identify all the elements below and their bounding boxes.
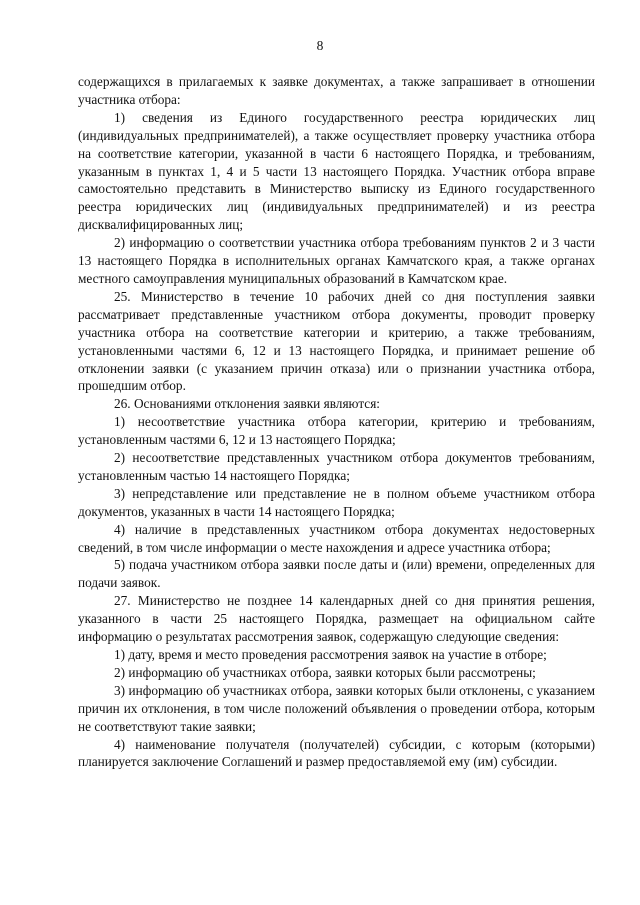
page-number: 8	[316, 38, 324, 53]
document-body	[78, 73, 595, 771]
paragraph-clause-27-item-1: 1) дату, время и место проведения рассмотрения заявок на участие в отборе;	[114, 647, 547, 662]
paragraph-clause-26-item-1: 1) несоответствие участника отбора категории, критерию и требованиям, установленным частями 6, 12 и 13 настоящего Порядка;	[78, 414, 595, 448]
paragraph-clause-27-item-3: 3) информацию об участниках отбора, заявки которых были отклонены, с указанием причин их отклонения, в том числе положений объявления о проведении отбора, которым не соответствуют такие заявки;	[78, 682, 595, 734]
paragraph-clause-27: 27. Министерство не позднее 14 календарных дней со дня принятия решения, указанного в части 25 настоящего Порядка, размещает на официальном сайте информацию о результатах рассмотрения заявок, содержащую следующие сведения:	[78, 593, 595, 645]
paragraph-clause-27-item-4: 4) наименование получателя (получателей) субсидии, с которым (которыми) планируется заключение Соглашений и размер предоставляемой ему (им) субсидии.	[78, 736, 595, 770]
paragraph-clause-26-item-3: 3) непредставление или представление не в полном объеме участником отбора документов, указанных в части 14 настоящего Порядка;	[78, 485, 595, 519]
paragraph-clause-26-item-2: 2) несоответствие представленных участником отбора документов требованиям, установленным частью 14 настоящего Порядка;	[78, 450, 595, 483]
paragraph-clause-26-item-5: 5) подача участником отбора заявки после даты и (или) времени, определенных для подачи заявок.	[78, 557, 595, 591]
paragraph-clause-25: 25. Министерство в течение 10 рабочих дней со дня поступления заявки рассматривает представленные участником отбора документы, проводит проверку участника отбора на соответствие категории и критерию, а также требованиям, установленными частями 6, 12 и 13 настоящего Порядка, и принимает решение об отклонении заявки (с указанием причин отказа) или о признании участника отбора, прошедшим отбор.	[78, 288, 595, 394]
paragraph-continuation: содержащихся в прилагаемых к заявке документах, а также запрашивает в отношении участника отбора:	[78, 74, 595, 107]
paragraph-clause-27-item-2: 2) информацию об участниках отбора, заявки которых были рассмотрены;	[114, 664, 536, 680]
paragraph-item-2: 2) информацию о соответствии участника отбора требованиям пунктов 2 и 3 части 13 настоящего Порядка в исполнительных органах Камчатского края, а также органах местного самоуправления муниципальных образований в Камчатском крае.	[78, 235, 595, 286]
paragraph-clause-26-item-4: 4) наличие в представленных участником отбора документах недостоверных сведений, в том числе информации о месте нахождения и адресе участника отбора;	[78, 521, 595, 555]
paragraph-clause-26: 26. Основаниями отклонения заявки являются:	[114, 396, 381, 412]
paragraph-item-1: 1) сведения из Единого государственного реестра юридических лиц (индивидуальных предпринимателей), а также осуществляет проверку участника отбора на соответствие категории, указанной в части 6 настоящего Порядка, и требованиям, указанным в пунктах 1, 4 и 5 части 13 настоящего Порядка. Участник отбора вправе самостоятельно представить в Министерство выписку из Единого государственного реестра юридических лиц (индивидуальных предпринимателей) и из реестра дисквалифицированных лиц;	[78, 109, 595, 233]
